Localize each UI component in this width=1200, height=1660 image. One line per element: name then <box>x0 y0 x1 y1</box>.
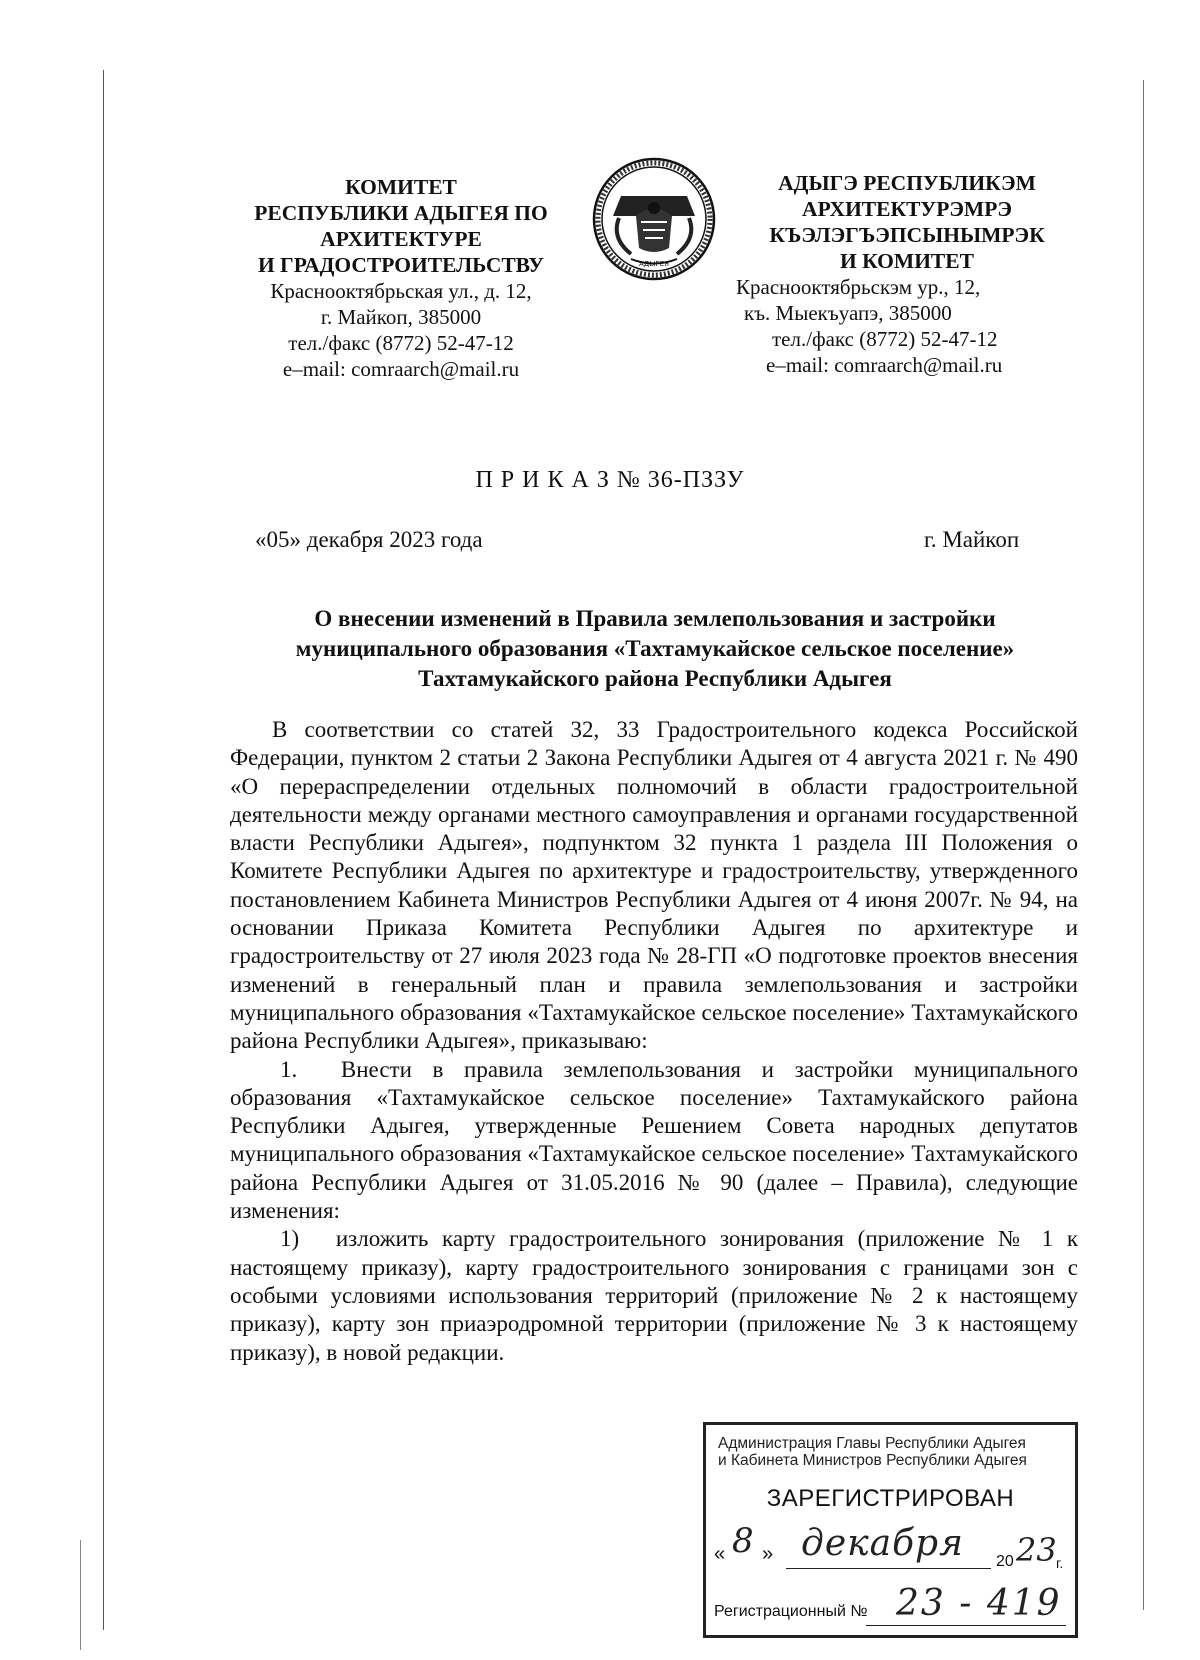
body-paragraph-subitem-1: 1) изложить карту градостроительного зонирования (приложение № 1 к настоящему приказу), карту градостроительного зонирования с границами зон с особыми условиями использования территорий (приложение № 2 к настоящему приказу), карту зон приаэродромной территории (приложение № 3 к настоящему приказу), в новой редакции. <box>230 1226 1078 1365</box>
header-right-title-line: АДЫГЭ РЕСПУБЛИКЭМ <box>778 171 1036 195</box>
order-title: П Р И К А З № 36-ПЗЗУ <box>475 467 745 493</box>
stamp-number-underline <box>866 1625 1066 1626</box>
stamp-date-close-quote: » <box>762 1543 774 1565</box>
header-left-title-line: АРХИТЕКТУРЕ <box>320 227 482 251</box>
stamp-registered: ЗАРЕГИСТРИРОВАН <box>766 1485 1015 1512</box>
stamp-handwritten-reg-number: 23 - 419 <box>896 1583 1062 1624</box>
header-right-title-line: И КОМИТЕТ <box>840 249 974 273</box>
adygea-emblem-icon <box>591 156 717 282</box>
stamp-org-line: Администрация Главы Республики Адыгея <box>718 1435 1026 1452</box>
header-right-title <box>736 170 1078 274</box>
header-left-address <box>226 278 576 382</box>
stamp-handwritten-day: 8 <box>732 1521 754 1561</box>
order-date: «05» декабря 2023 года <box>255 527 483 552</box>
header-left-address-line: г. Майкоп, 385000 <box>320 305 482 329</box>
header-right <box>736 170 1078 378</box>
stamp-year-prefix: 20 <box>996 1553 1014 1570</box>
header-left-address-line: тел./факс (8772) 52-47-12 <box>288 331 514 355</box>
stamp-year-suffix: г. <box>1056 1555 1064 1571</box>
stamp-handwritten-year: 23 <box>1016 1531 1057 1569</box>
stamp-date-open-quote: « <box>714 1543 726 1565</box>
order-city: г. Майкоп <box>924 527 1020 552</box>
header-right-address-line: Краснооктябрьскэм ур., 12, <box>736 275 981 299</box>
stamp-date-underline <box>786 1568 991 1569</box>
header-right-title-line: КЪЭЛЭГЪЭПСЫНЫМРЭК <box>769 223 1045 247</box>
header-right-title-line: АРХИТЕКТУРЭМРЭ <box>802 197 1012 221</box>
header-right-address-line: тел./факс (8772) 52-47-12 <box>772 327 998 351</box>
header-left-title-line: РЕСПУБЛИКИ АДЫГЕЯ ПО <box>254 201 548 225</box>
order-subject <box>230 604 1080 694</box>
scan-edge-left-lower <box>80 1540 81 1650</box>
subject-line: муниципального образования «Тахтамукайское сельское поселение» <box>295 636 1015 661</box>
stamp-handwritten-month: декабря <box>801 1523 964 1564</box>
header-left-title-line: И ГРАДОСТРОИТЕЛЬСТВУ <box>257 253 545 277</box>
emblem-label: АДЫГЕЯ <box>639 260 669 268</box>
header-left-address-line: Краснооктябрьская ул., д. 12, <box>270 279 532 303</box>
scan-edge-right <box>1143 80 1144 1610</box>
stamp-reg-number-label: Регистрационный № <box>714 1603 868 1620</box>
order-body <box>230 716 1078 1367</box>
header-left-title-line: КОМИТЕТ <box>345 175 457 199</box>
registration-stamp <box>703 1422 1078 1638</box>
stamp-org-line: и Кабинета Министров Республики Адыгея <box>718 1452 1027 1469</box>
header-right-address-line: e–mail: comraarch@mail.ru <box>766 353 1003 377</box>
body-paragraph-item-1: 1. Внести в правила землепользования и застройки муниципального образования «Тахтамукайское сельское поселение» Тахтамукайского района Республики Адыгея, утвержденные Решением Совета народных депутатов муниципального образования «Тахтамукайское сельское поселение» Тахтамукайского района Республики Адыгея от 31.05.2016 № 90 (далее – Правила), следующие изменения: <box>230 1056 1078 1224</box>
scan-edge-left <box>103 70 104 1630</box>
header-right-address <box>736 274 1078 378</box>
header-left-address-line: e–mail: comraarch@mail.ru <box>282 357 520 381</box>
header-left <box>226 174 576 382</box>
stamp-organization <box>718 1435 1078 1469</box>
subject-line: О внесении изменений в Правила землепользования и застройки <box>314 606 996 631</box>
body-paragraph-preamble: В соответствии со статей 32, 33 Градостроительного кодекса Российской Федерации, пунктом 2 статьи 2 Закона Республики Адыгея от 4 августа 2021 г. № 490 «О перераспределении отдельных полномочий в области градостроительной деятельности между органами местного самоуправления и органами государственной власти Республики Адыгея», подпунктом 32 пункта 1 раздела III Положения о Комитете Республики Адыгея по архитектуре и градостроительству, утвержденного постановлением Кабинета Министров Республики Адыгея от 4 июня 2007г. № 94, на основании Приказа Комитета Республики Адыгея по архитектуре и градостроительству от 27 июля 2023 года № 28-ГП «О подготовке проектов внесения изменений в генеральный план и правила землепользования и застройки муниципального образования «Тахтамукайское сельское поселение» Тахтамукайского района Республики Адыгея», приказываю: <box>230 717 1078 1054</box>
header-left-title <box>226 174 576 278</box>
header-right-address-line: къ. Мыекъуапэ, 385000 <box>744 301 952 325</box>
subject-line: Тахтамукайского района Республики Адыгея <box>418 666 892 691</box>
